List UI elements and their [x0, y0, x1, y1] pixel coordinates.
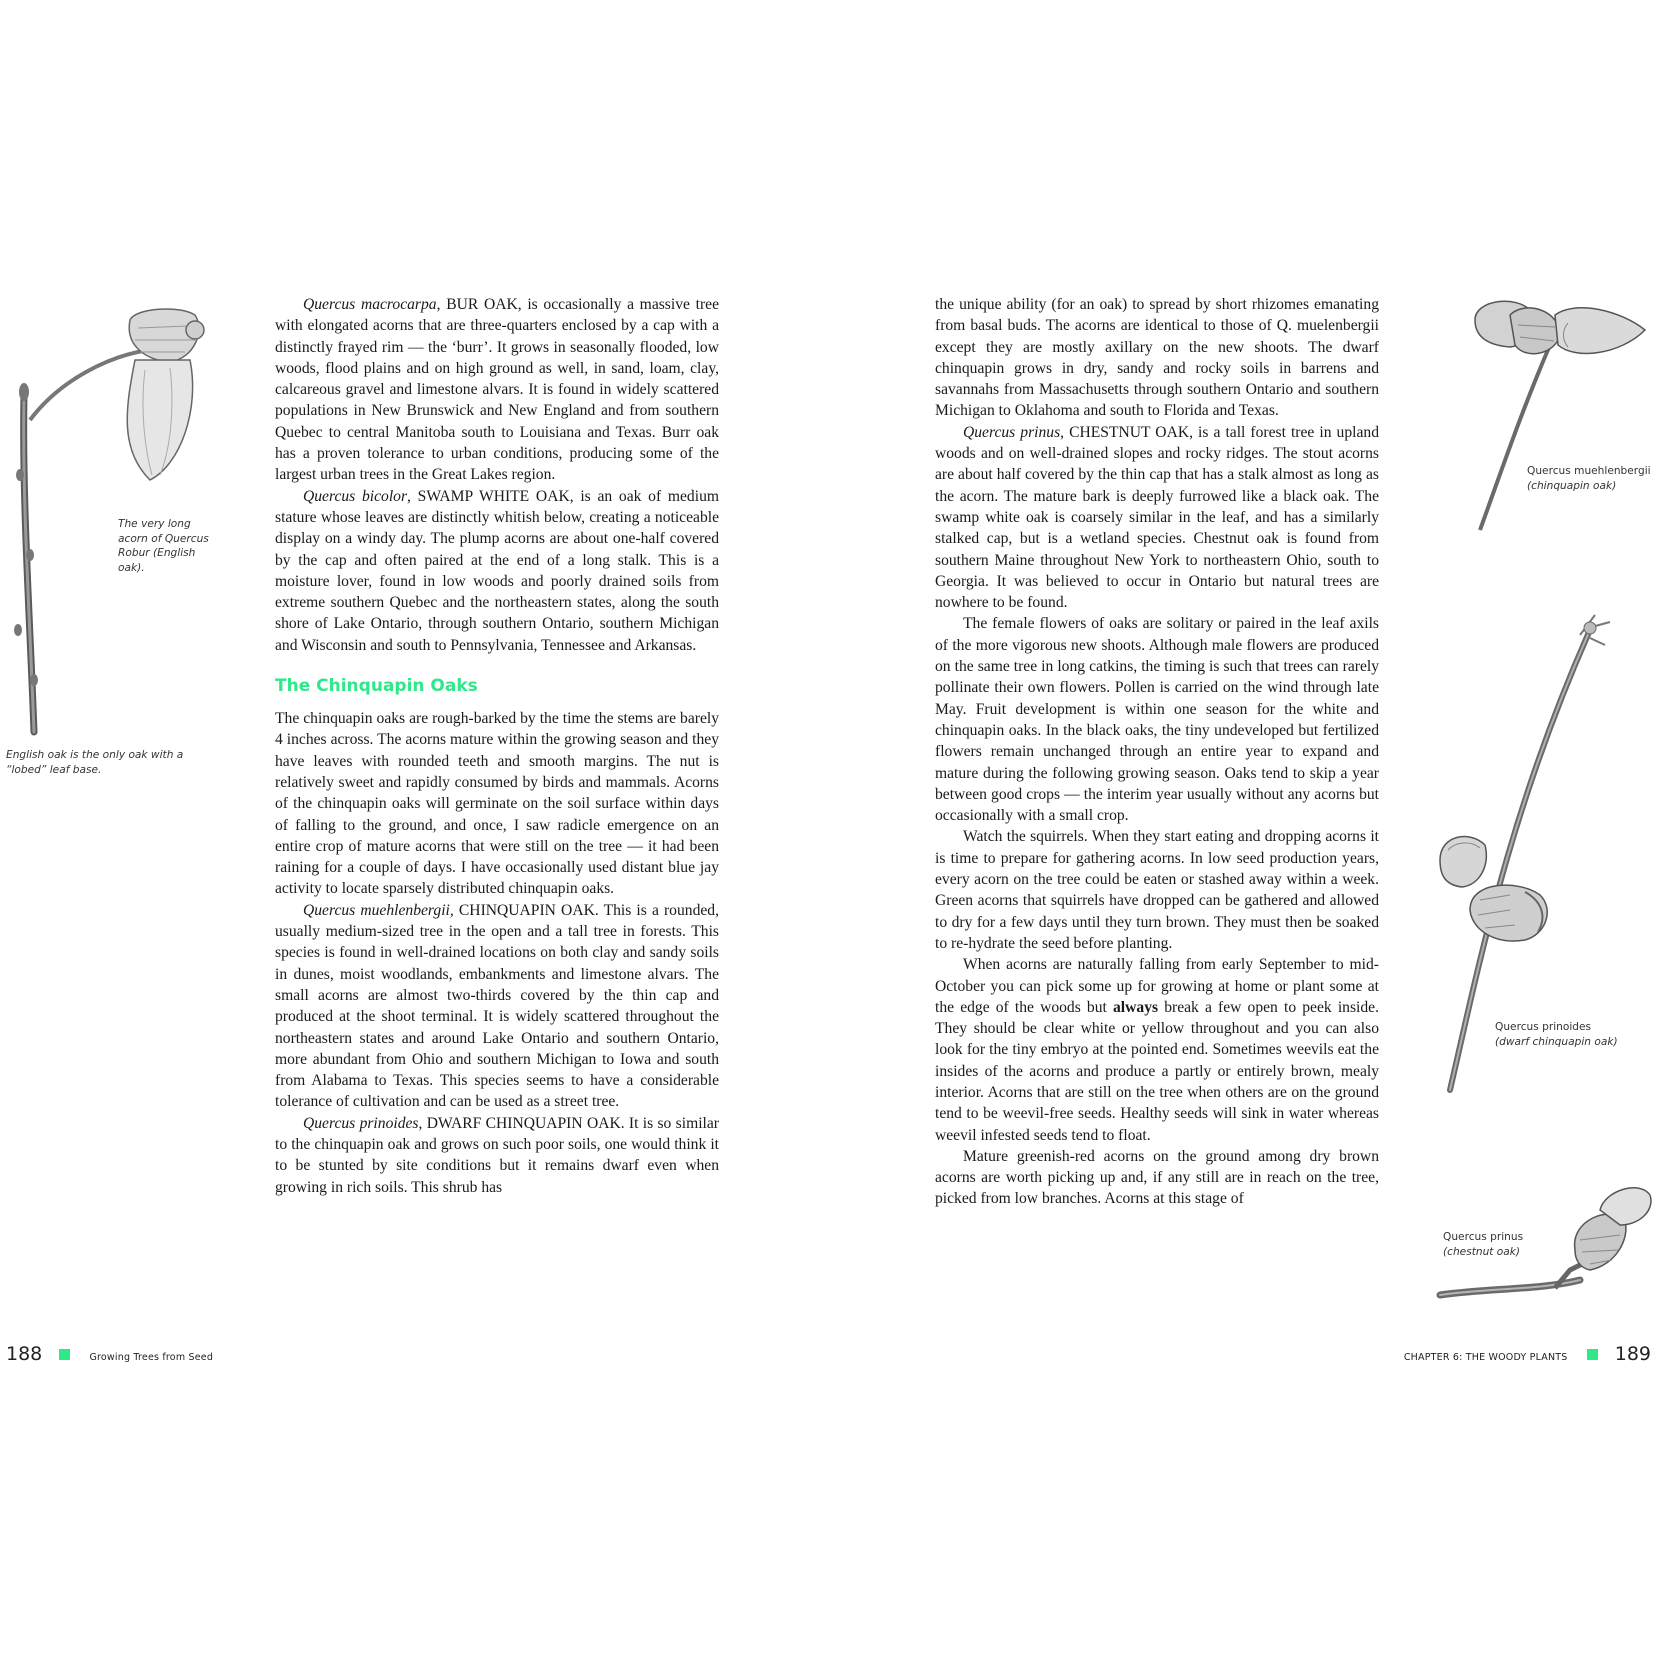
paragraph-chinquapin-intro: The chinquapin oaks are rough-barked by the time the stems are barely 4 inches across. The acorns mature within the growing season and they have leaves with rounded teeth and smooth margins. The nut is relatively sweet and rapidly consumed by birds and mammals. Acorns of the chinquapin oaks will germinate on the soil surface within days of falling to the ground, and once, I saw radicle emergence on an entire crop of mature acorns that were still on the tree — it had been raining for a couple of days. I have occasionally used distant blue jay activity to locate sparsely distributed chinquapin oaks.: [275, 710, 719, 898]
caption-dwarf-chinquapin-oak-name: Quercus prinoides: [1495, 1021, 1592, 1033]
paragraph-mature-acorns: Mature greenish-red acorns on the ground among dry brown acorns are worth picking up and, if any still are in reach on the tree, picked from low branches. Acorns at this stage of: [935, 1147, 1379, 1208]
running-head-left: Growing Trees from Seed: [89, 1352, 214, 1363]
paragraph-falling-acorns: When acorns are naturally falling from early September to mid-October you can pick some up for growing at home or plant some at the edge of the woods but always break a few open to peek inside. They should be clear white or yellow throughout and you can also look for the tiny embryo at the pointed end. Sometimes weevils eat the insides of the acorns and produce a partly or entirely brown, mealy interior. Acorns that are still on the tree when others are on the ground tend to be weevil-free seeds. Healthy seeds will sink in water whereas weevil infested seeds tend to float.: [935, 956, 1379, 1144]
paragraph-chestnut-oak: Quercus prinus, CHESTNUT OAK, is a tall forest tree in upland woods and on well-drained slopes and rocky ridges. The stout acorns are about half covered by the thin cap that has a stalk almost as long as the acorn. The mature bark is deeply furrowed like a black oak. The swamp white oak is coarsely similar in the leaf, and has a similarly stalked cap, but is a wetland species. Chestnut oak is found from southern Maine throughout New York to northeastern Ohio, south to Georgia. It was believed to occur in Ontario but natural trees are nowhere to be found.: [935, 423, 1379, 612]
page-number-left: 188: [6, 1343, 43, 1365]
caption-chestnut-oak: [1443, 1230, 1553, 1259]
paragraph-bur-oak: Quercus macrocarpa, BUR OAK, is occasionally a massive tree with elongated acorns that are three-quarters enclosed by a cap with a distinctly frayed rim — the ‘burr’. It grows in seasonally flooded, low woods, flood plains and on high ground as well, in sand, loam, clay, calcareous gravel and limestone alvars. It is found in widely scattered populations in New Brunswick and New England and from southern Quebec to central Manitoba south to Louisiana and Texas. Burr oak has a proven tolerance to urban conditions, producing some of the largest urban trees in the Great Lakes region.: [275, 296, 719, 484]
caption-dwarf-chinquapin-oak: [1495, 1020, 1655, 1049]
chinquapin-oak-illustration: [1470, 295, 1650, 535]
paragraph-dwarf-chinquapin-oak: Quercus prinoides, DWARF CHINQUAPIN OAK. It is so similar to the chinquapin oak and grows on such poor soils, one would think it to be stunted by site conditions but it remains dwarf even when growing in rich soils. This shrub has: [275, 1114, 719, 1196]
section-heading: The Chinquapin Oaks: [275, 676, 478, 697]
dwarf-chinquapin-oak-illustration: [1440, 610, 1640, 1090]
caption-dwarf-chinquapin-oak-common: (dwarf chinquapin oak): [1495, 1035, 1618, 1048]
caption-chestnut-oak-common: (chestnut oak): [1443, 1245, 1521, 1258]
accent-square-icon: [1587, 1349, 1598, 1360]
paragraph-swamp-white-oak: Quercus bicolor, SWAMP WHITE OAK, is an oak of medium stature whose leaves are distinctly whitish below, creating a noticeable display on a windy day. The plump acorns are about one-half covered by the cap and often paired at the end of a long stalk. This is a moisture lover, found in low woods and poorly drained soils from extreme southern Quebec and the northeastern states, along the south shore of Lake Ontario, through southern Ontario, southern Michigan and Wisconsin and south to Pennsylvania, Tennessee and Arkansas.: [275, 487, 719, 654]
page-number-right: 189: [1614, 1343, 1651, 1365]
paragraph-squirrels: Watch the squirrels. When they start eating and dropping acorns it is time to prepare for gathering acorns. In low seed production years, every acorn on the tree could be eaten or stashed away within a week. Green acorns that squirrels have dropped can be gathered and allowed to dry for a few days until they turn brown. They must then be soaked to re-hydrate the seed before planting.: [935, 828, 1379, 952]
caption-chinquapin-oak: [1527, 464, 1657, 493]
caption-chestnut-oak-name: Quercus prinus: [1443, 1231, 1524, 1243]
right-text-column: [935, 294, 1379, 1210]
caption-english-oak-acorn: The very long acorn of Quercus Robur (English oak).: [118, 518, 209, 574]
right-folio: [1404, 1343, 1651, 1365]
paragraph-continuation: the unique ability (for an oak) to spread by short rhizomes emanating from basal buds. The acorns are identical to those of Q. muelenbergii except they are mostly axillary on the new shoots. The dwarf chinquapin grows in dry, sandy and rocky soils in barrens and savannahs from Massachusetts through southern Ontario and southern Michigan to Oklahoma and south to Florida and Texas.: [935, 296, 1379, 420]
caption-chinquapin-oak-name: Quercus muehlenbergii: [1527, 465, 1651, 477]
caption-chinquapin-oak-common: (chinquapin oak): [1527, 479, 1617, 492]
accent-square-icon: [59, 1349, 70, 1360]
english-oak-illustration: [0, 300, 220, 730]
paragraph-flowers: The female flowers of oaks are solitary or paired in the leaf axils of the more vigorous new shoots. Although male flowers are produced on the same tree in long catkins, the timing is such that trees can rarely pollinate their own flowers. Pollen is carried on the wind through late May. Fruit development is within one season for the white and chinquapin oaks. In the black oaks, the tiny undeveloped but fertilized flowers remain unchanged through an entire year to expand and mature during the following growing season. Oaks tend to skip a year between good crops — the interim year usually without any acorns but occasionally with a small crop.: [935, 615, 1379, 825]
left-folio: [6, 1343, 213, 1365]
left-text-column: [275, 294, 719, 1198]
paragraph-chinquapin-oak: Quercus muehlenbergii, CHINQUAPIN OAK. This is a rounded, usually medium-sized tree in the open and a tall tree in forests. This species is found in well-drained locations on both clay and sandy soils in dunes, moist woodlands, embankments and limestone alvars. The small acorns are almost two-thirds covered by the thin cap and produced at the shoot terminal. It is widely scattered throughout the northeastern states and around Lake Ontario and southern Ontario, more abundant from Ohio and southern Michigan to Iowa and south from Alabama to Texas. This species seems to have a considerable tolerance of cultivation and can be used as a street tree.: [275, 901, 719, 1111]
running-head-right: CHAPTER 6: THE WOODY PLANTS: [1403, 1352, 1568, 1363]
caption-english-oak-twig: English oak is the only oak with a “lobed” leaf base.: [6, 749, 184, 776]
